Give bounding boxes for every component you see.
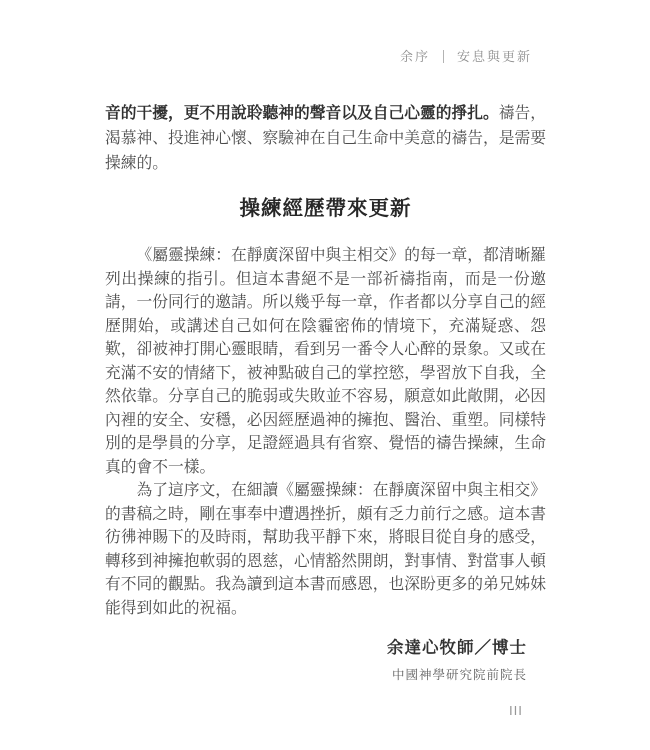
paragraph-text: 禱告，渴慕神、投進神心懷、察驗神在自己生命中美意的禱告，是需要操練的。: [105, 103, 546, 172]
paragraph-book-overview: 《屬靈操練：在靜廣深留中與主相交》的每一章，都清晰羅列出操練的指引。但這本書絕不是一部祈禱指南，而是一份邀請，一份同行的邀請。所以幾乎每一章，作者都以分享自己的經歷開始，或講述自己如何在陰霾密佈的情境下，充滿疑惑、怨歎，卻被神打開心靈眼睛，看到另一番令人心醉的景象。又或在充滿不安的情緒下，被神點破自己的掌控慾，學習放下自我，全然依靠。分享自己的脆弱或失敗並不容易，願意如此敞開，必因內裡的安全、安穩，必因經歷過神的擁抱、醫治、重塑。同樣特別的是學員的分享，足證經過具有省察、覺悟的禱告操練，生命真的會不一樣。: [105, 245, 546, 476]
paragraph-continuation: [105, 100, 546, 175]
main-text-block: [105, 243, 546, 619]
signature-block: [387, 634, 527, 683]
header-divider: [443, 50, 444, 63]
header-chapter-title: 安息與更新: [456, 50, 532, 65]
author-affiliation: 中國神學研究院前院長: [391, 667, 527, 682]
author-name: 余達心牧師／博士: [387, 638, 527, 657]
header-section-label: 余序: [399, 50, 430, 65]
paragraph-personal-testimony: 為了這序文，在細讀《屬靈操練：在靜廣深留中與主相交》的書稿之時，剛在事奉中遭遇挫折，頗有乏力前行之感。這本書彷彿神賜下的及時雨，幫助我平靜下來，將眼目從自身的感受，轉移到神擁抱軟弱的恩慈，心情豁然開朗，對事情、對當事人頓有不同的觀點。我為讀到這本書而感恩，也深盼更多的弟兄姊妹能得到如此的祝福。: [105, 480, 546, 617]
section-heading: 操練經歷帶來更新: [239, 196, 412, 220]
running-header: [400, 46, 532, 65]
page-number: III: [508, 703, 523, 718]
emphasized-lead-text: 音的干擾，更不用說聆聽神的聲音以及自己心靈的掙扎。: [105, 103, 499, 122]
